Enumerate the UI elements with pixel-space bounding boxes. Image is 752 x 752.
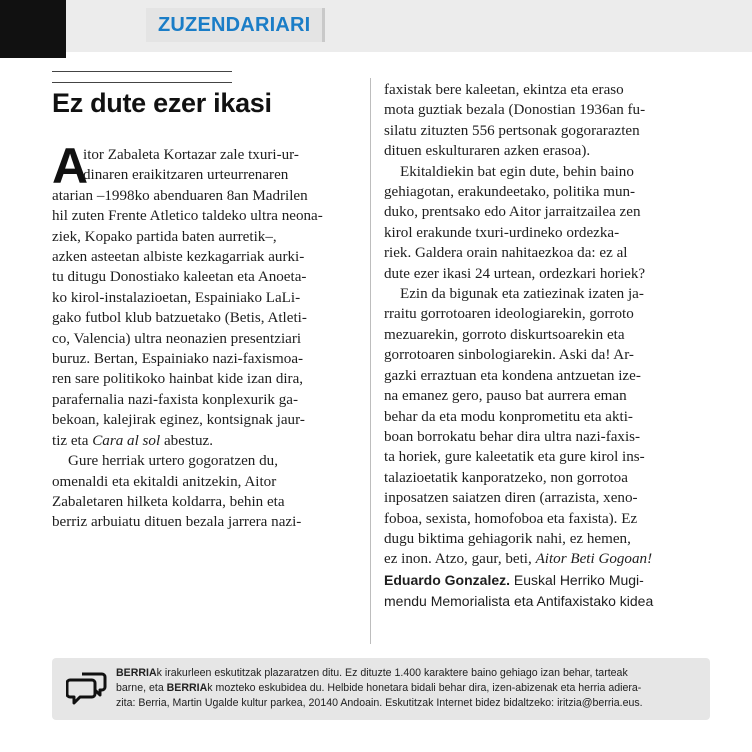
paragraph-1 xyxy=(52,186,360,431)
column-separator xyxy=(370,78,371,644)
article-headline: Ez dute ezer ikasi xyxy=(52,88,272,118)
headline-rule-bottom xyxy=(52,82,232,83)
text-line: rraitu gorrotoaren ideologiarekin, gorroto xyxy=(384,306,634,323)
text-line: gazki erraztuan eta kondena antzuetan ize- xyxy=(384,367,641,384)
song-title: Cara al sol xyxy=(92,432,161,449)
corner-block xyxy=(0,0,66,58)
text-line: ez inon. Atzo, gaur, beti, Aitor Beti Gogoan! xyxy=(384,551,653,568)
text-line: behar da eta modu konprometitu eta akti- xyxy=(384,408,633,425)
closing-slogan: Aitor Beti Gogoan! xyxy=(535,551,653,568)
section-label: ZUZENDARIARI xyxy=(158,14,311,36)
signature-line: Eduardo Gonzalez. Euskal Herriko Mugi- xyxy=(384,571,644,588)
text-line: mota guztiak bezala (Donostian 1936an fu- xyxy=(384,102,646,119)
text-line: faxistak bere kaleetan, ekintza eta eraso xyxy=(384,82,624,98)
text-line: buruz. Bertan, Espainiako nazi-faxismoa- xyxy=(52,351,304,368)
brand-name: BERRIA xyxy=(116,667,157,679)
text-line: berriz arbuiatu dituen bezala jarrera nazi- xyxy=(52,514,302,531)
text-line: gehiagotan, erakundeetako, politika mun- xyxy=(384,184,636,201)
text-line: Gure herriak urtero gogoratzen du, xyxy=(68,453,278,470)
text-line: dinaren eraikitzaren urteurrenaren xyxy=(83,167,289,184)
paragraph-3 xyxy=(384,80,702,162)
article-column-1 xyxy=(52,138,360,533)
text-line: dugu biktima gehiagorik nahi, ez hemen, xyxy=(384,530,631,547)
text-line: silatu zituzten 556 pertsonak gogorarazten xyxy=(384,122,640,139)
headline-rule-top xyxy=(52,71,232,72)
paragraph-2 xyxy=(52,451,360,533)
text-line: gako futbol klub batzuetako (Betis, Atleti- xyxy=(52,310,307,327)
text-line: bekoan, kalejirak eginez, kontsignak jaur- xyxy=(52,412,305,429)
text-line: azken asteetan albiste kezkagarriak aurki- xyxy=(52,249,305,266)
signature-affiliation: mendu Memorialista eta Antifaxistako kidea xyxy=(384,593,654,610)
speech-bubbles-icon xyxy=(66,670,108,713)
text-line: atarian –1998ko abenduaren 8an Madrilen xyxy=(52,187,308,204)
text-line: co, Valencia) ultra neonazien presentziari xyxy=(52,330,302,347)
text-line: gorrotoaren sinbologiarekin. Aski da! Ar- xyxy=(384,347,634,364)
text-line: Ekitaldiekin bat egin dute, behin baino xyxy=(400,163,634,180)
text-line: Zabaletaren hilketa koldarra, behin eta xyxy=(52,493,285,510)
text-line: mezuarekin, gorroto diskurtsoarekin eta xyxy=(384,326,625,343)
text-line: ta horiek, gure kaleetatik eta gure kirol ins- xyxy=(384,449,645,466)
text-line: itor Zabaleta Kortazar zale txuri-ur- xyxy=(83,147,299,163)
text-line: dute ezer ikasi 24 urtean, ordezkari horiek? xyxy=(384,265,646,282)
text-line: ren sare politikoko hainbat kide izan dira, xyxy=(52,371,304,388)
text-line: Ezin da bigunak eta zatiezinak izaten ja- xyxy=(400,286,644,303)
text-line: inposatzen saiatzen diren (arrazista, xeno- xyxy=(384,490,638,507)
text-line: hil zuten Frente Atletico taldeko ultra neona- xyxy=(52,208,323,225)
text-line: na emanez gero, pauso bat aurrera eman xyxy=(384,388,627,405)
text-line: tu ditugu Donostiako kaleetan eta Anoeta- xyxy=(52,269,307,286)
text-line: foboa, sexista, homofoboa eta faxista). Ez xyxy=(384,510,638,527)
text-line: boan borrokatu behar dira ultra nazi-faxis- xyxy=(384,428,641,445)
brand-name: BERRIA xyxy=(166,682,208,695)
letters-policy-box xyxy=(52,658,710,720)
paragraph-4 xyxy=(384,162,702,284)
text-line: parafernalia nazi-faxista konplexurik ga- xyxy=(52,391,298,408)
letters-policy-text: BERRIAk irakurleen eskutitzak plazaratzen ditu. Ez dituzte 1.400 karaktere baino gehiago izan behar, tarteak barne, eta BERRIAk mozteko eskubidea du. Helbide honetara bidali behar dira, izen-abizenak eta herria adiera- zita: Berria, Martin Ugalde kultur parkea, 20140 Andoain. Eskutitzak Internet bidez bidaltzeko: iritzia@berria.eus. xyxy=(116,667,643,710)
paragraph-5 xyxy=(384,284,702,549)
text-line: ko kirol-instalazioetan, Espainiako LaLi- xyxy=(52,289,301,306)
section-tab xyxy=(146,8,325,42)
text-line: dituen eskulturaren azken erasoa). xyxy=(384,143,591,160)
text-line: tiz eta Cara al sol abestuz. xyxy=(52,432,213,449)
text-line: talazioetatik kanporatzeko, non gorrotoa xyxy=(384,469,628,486)
drop-cap: A xyxy=(52,138,89,194)
text-line: kirol erakunde txuri-urdineko ordezka- xyxy=(384,224,620,241)
article-column-2 xyxy=(384,80,702,612)
author-name: Eduardo Gonzalez. xyxy=(384,571,511,588)
text-line: omenaldi eta ekitaldi anitzekin, Aitor xyxy=(52,473,277,490)
text-line: riek. Galdera orain nahitaezkoa da: ez al xyxy=(384,245,628,262)
text-line: duko, prentsako edo Aitor jarraitzailea zen xyxy=(384,204,641,221)
text-line: ziek, Kopako partida baten aurretik–, xyxy=(52,228,277,245)
